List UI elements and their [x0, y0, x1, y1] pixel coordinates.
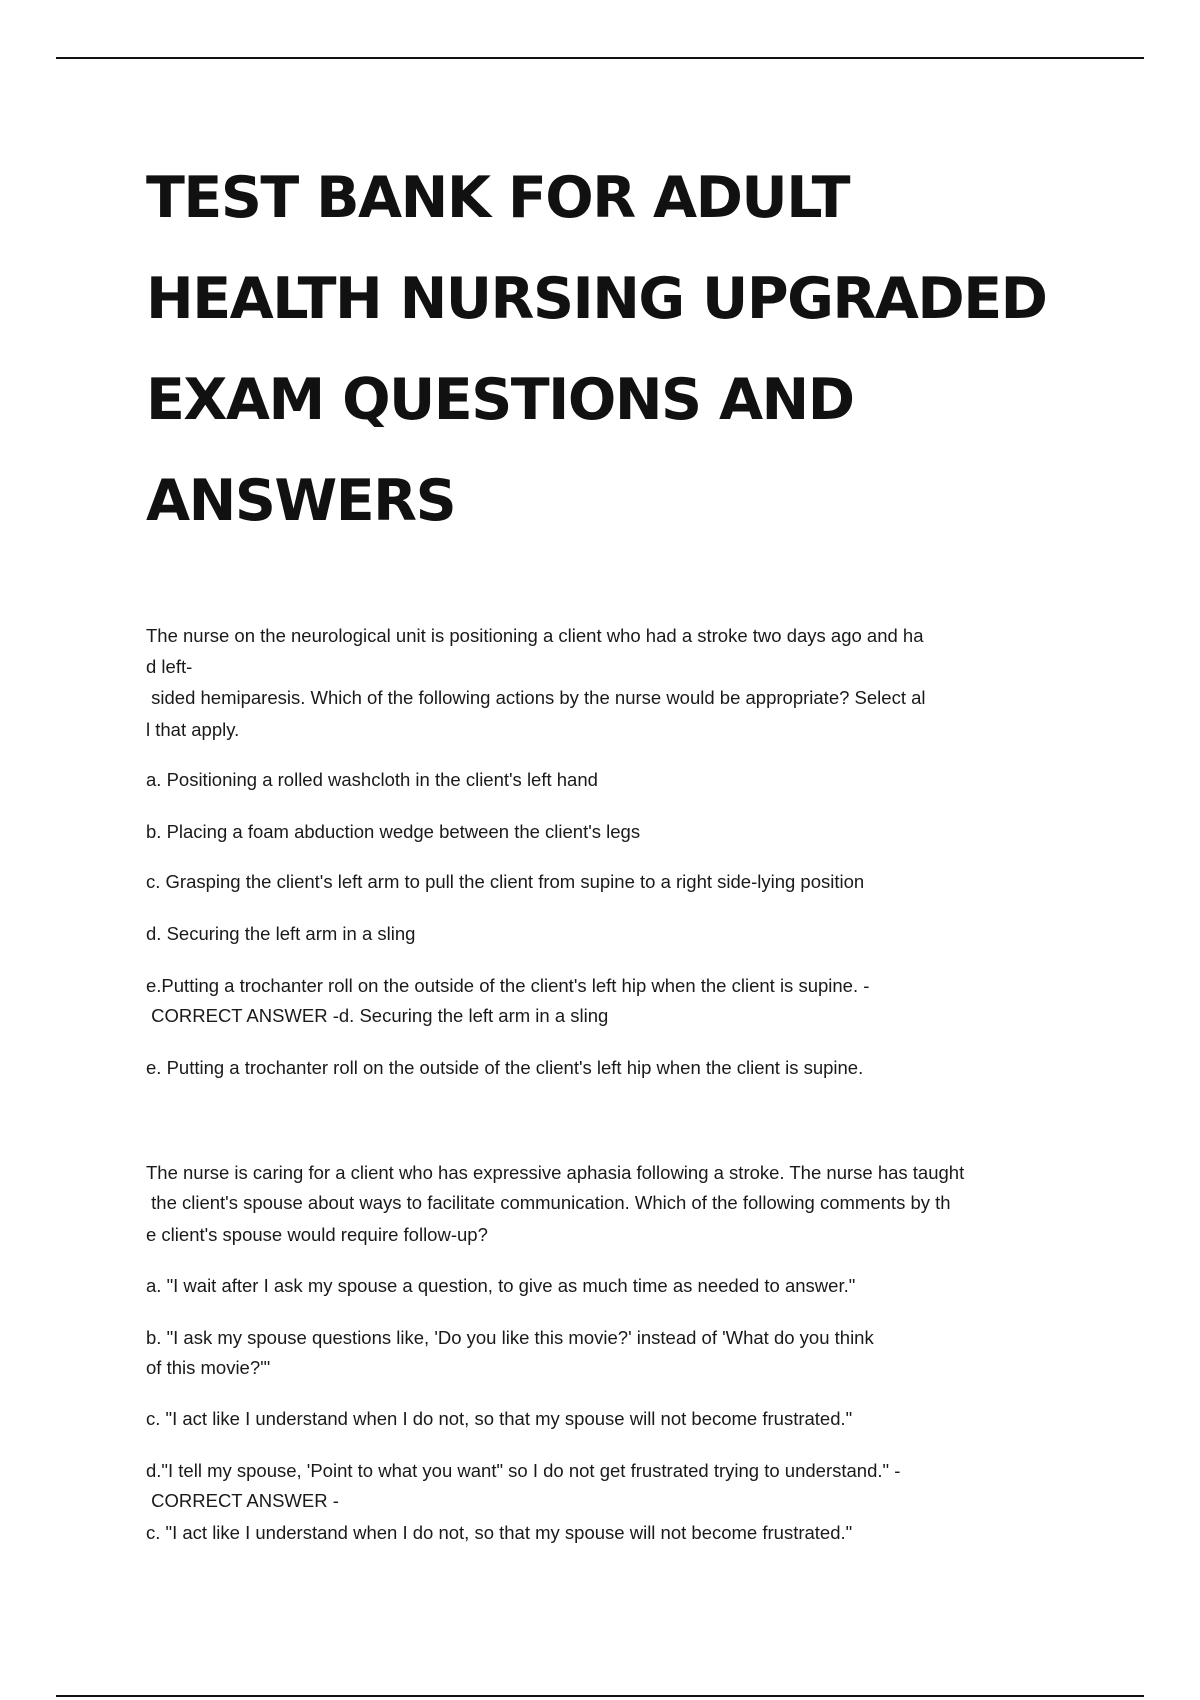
- question-2-option-b: b. "I ask my spouse questions like, 'Do you like this movie?' instead of 'What do you think: [146, 1327, 874, 1348]
- question-1-stem-line: sided hemiparesis. Which of the following actions by the nurse would be appropriate? Select al: [146, 687, 926, 708]
- question-2-stem-line: the client's spouse about ways to facilitate communication. Which of the following comments by th: [146, 1192, 951, 1213]
- page-title: [146, 148, 1106, 552]
- bottom-rule: [56, 1695, 1144, 1697]
- question-2-option-d: d."I tell my spouse, 'Point to what you want" so I do not get frustrated trying to understand." -: [146, 1460, 901, 1481]
- question-1-option-e: e.Putting a trochanter roll on the outside of the client's left hip when the client is supine. -: [146, 975, 870, 996]
- question-2-option-a: a. "I wait after I ask my spouse a question, to give as much time as needed to answer.": [146, 1275, 856, 1296]
- question-2-correct-answer-cont: c. "I act like I understand when I do not, so that my spouse will not become frustrated.": [146, 1522, 853, 1543]
- question-1-stem-line: l that apply.: [146, 719, 240, 740]
- title-line: ANSWERS: [146, 468, 456, 534]
- question-2-stem-line: e client's spouse would require follow-up?: [146, 1224, 488, 1245]
- question-1-option-b: b. Placing a foam abduction wedge between the client's legs: [146, 821, 641, 842]
- question-1-stem-line: d left-: [146, 656, 193, 677]
- title-line: EXAM QUESTIONS AND: [146, 367, 854, 433]
- question-1-correct-answer-cont: e. Putting a trochanter roll on the outside of the client's left hip when the client is supine.: [146, 1057, 864, 1078]
- question-1-option-a: a. Positioning a rolled washcloth in the client's left hand: [146, 769, 598, 790]
- question-1-option-d: d. Securing the left arm in a sling: [146, 923, 416, 944]
- question-1-correct-answer: CORRECT ANSWER -d. Securing the left arm in a sling: [146, 1005, 609, 1026]
- title-line: TEST BANK FOR ADULT: [146, 165, 849, 231]
- question-2-option-b-cont: of this movie?'": [146, 1357, 271, 1378]
- question-1-option-c: c. Grasping the client's left arm to pull the client from supine to a right side-lying position: [146, 871, 865, 892]
- title-line: HEALTH NURSING UPGRADED: [146, 266, 1047, 332]
- question-2-stem-line: The nurse is caring for a client who has expressive aphasia following a stroke. The nurse has taught: [146, 1162, 965, 1183]
- question-1-stem-line: The nurse on the neurological unit is positioning a client who had a stroke two days ago and ha: [146, 625, 924, 646]
- question-2-correct-answer: CORRECT ANSWER -: [146, 1490, 339, 1511]
- top-rule: [56, 57, 1144, 59]
- question-2-option-c: c. "I act like I understand when I do not, so that my spouse will not become frustrated.": [146, 1408, 853, 1429]
